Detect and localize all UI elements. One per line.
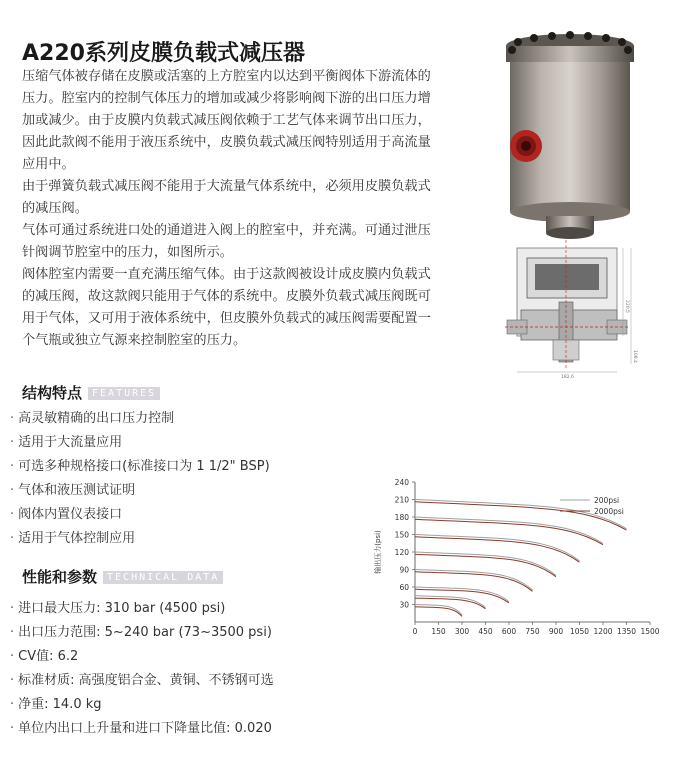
- list-item: · 适用于大流量应用: [10, 435, 123, 450]
- intro-paragraph: 阀体腔室内需要一直充满压缩气体。由于这款阀被设计成皮膜内负载式的减压阀，故这款阀只能用于气体的系统中。皮膜外负载式减压阀既可用于气体，又可用于液体系统中，但皮膜外负载式的减压阀需要配置一个气瓶或独立气源来控制腔室的压力。: [22, 267, 431, 348]
- list-item: · 可选多种规格接口(标准接口为 1 1/2" BSP): [10, 459, 270, 474]
- series-2000psi-line: [415, 554, 556, 576]
- dim-lower-label: 108.4: [632, 350, 637, 363]
- spec-text: 出口压力范围: 5~240 bar (73~3500 psi): [18, 625, 272, 640]
- y-tick-label: 150: [394, 530, 409, 540]
- y-tick-label: 30: [399, 600, 409, 610]
- specs-heading: [22, 566, 223, 587]
- spec-text: 净重: 14.0 kg: [18, 697, 102, 712]
- y-tick-label: 120: [394, 548, 409, 557]
- y-tick-label: 240: [394, 478, 409, 487]
- feature-text: 适用于气体控制应用: [18, 531, 136, 546]
- x-tick-label: 1350: [616, 627, 637, 636]
- list-item: · CV值: 6.2: [10, 649, 79, 664]
- list-item: · 净重: 14.0 kg: [10, 697, 102, 712]
- feature-text: 气体和液压测试证明: [18, 483, 136, 498]
- legend-label-200psi: 200psi: [594, 496, 620, 505]
- x-tick-label: 1050: [569, 627, 590, 636]
- spec-text: CV值: 6.2: [18, 649, 79, 664]
- features-heading-en: FEATURES: [88, 387, 160, 400]
- list-item: · 进口最大压力: 310 bar (4500 psi): [10, 601, 226, 616]
- spec-text: 进口最大压力: 310 bar (4500 psi): [18, 601, 226, 616]
- y-tick-label: 210: [394, 495, 409, 505]
- series-200psi-line: [415, 587, 509, 602]
- list-item: · 标准材质: 高强度铝合金、黄铜、不锈钢可选: [10, 673, 274, 688]
- specs-heading-text: 性能和参数: [22, 568, 98, 586]
- x-tick-label: 300: [454, 627, 470, 636]
- x-tick-label: 150: [431, 627, 446, 636]
- series-200psi-line: [415, 605, 462, 616]
- cross-section-drawing: [505, 240, 645, 380]
- list-item: · 气体和液压测试证明: [10, 483, 136, 498]
- y-axis-label: 输出压力(psi): [374, 530, 382, 574]
- list-item: · 高灵敏精确的出口压力控制: [10, 411, 175, 426]
- x-tick-label: 750: [525, 627, 540, 636]
- features-heading: [22, 382, 160, 403]
- series-2000psi-line: [415, 607, 462, 617]
- x-tick-label: 1500: [640, 627, 660, 636]
- y-tick-label: 90: [399, 565, 409, 575]
- list-item: · 出口压力范围: 5~240 bar (73~3500 psi): [10, 625, 272, 640]
- spec-text: 标准材质: 高强度铝合金、黄铜、不锈钢可选: [18, 673, 274, 688]
- intro-paragraph: 由于弹簧负载式减压阀不能用于大流量气体系统中，必须用皮膜负载式的减压阀。: [22, 179, 431, 216]
- series-200psi-line: [415, 535, 580, 561]
- list-item: · 适用于气体控制应用: [10, 531, 136, 546]
- x-tick-label: 450: [478, 627, 493, 636]
- intro-text: [22, 66, 442, 352]
- intro-paragraph: 气体可通过系统进口处的通道进入阀上的腔室中，并充满。可通过泄压针阀调节腔室中的压力，如图所示。: [22, 223, 431, 260]
- feature-text: 可选多种规格接口(标准接口为 1 1/2" BSP): [18, 459, 270, 474]
- x-tick-label: 1200: [593, 627, 613, 636]
- series-2000psi-line: [415, 572, 533, 592]
- features-list: [10, 407, 270, 551]
- legend-label-2000psi: 2000psi: [594, 507, 624, 516]
- features-heading-text: 结构特点: [22, 384, 83, 402]
- intro-paragraph: 压缩气体被存储在皮膜或活塞的上方腔室内以达到平衡阀体下游流体的压力。腔室内的控制气体压力的增加或减少将影响阀下游的出口压力增加或减少。由于皮膜内负载式减压阀依赖于工艺气体来调节出口压力，因此此款阀不能用于液压系统中，皮膜负载式减压阀特别适用于高流量应用中。: [22, 69, 431, 172]
- specs-heading-en: TECHNICAL DATA: [103, 571, 223, 584]
- x-tick-label: 900: [548, 627, 564, 636]
- page-title: A220系列皮膜负载式减压器: [22, 41, 305, 66]
- dim-height-label: 220.5: [624, 300, 629, 313]
- y-tick-label: 60: [399, 583, 409, 592]
- dim-width-label: 182.6: [561, 375, 574, 380]
- specs-list: [10, 597, 274, 741]
- feature-text: 高灵敏精确的出口压力控制: [18, 411, 175, 426]
- product-photo: [490, 28, 650, 243]
- feature-text: 阀体内置仪表接口: [18, 507, 123, 522]
- feature-text: 适用于大流量应用: [18, 435, 123, 450]
- spec-text: 单位内出口上升量和进口下降量比值: 0.020: [18, 721, 272, 736]
- y-tick-label: 180: [394, 513, 409, 522]
- x-tick-label: 0: [412, 627, 418, 636]
- list-item: · 单位内出口上升量和进口下降量比值: 0.020: [10, 721, 272, 736]
- series-200psi-line: [415, 596, 486, 608]
- list-item: · 阀体内置仪表接口: [10, 507, 123, 522]
- flow-chart: [370, 470, 670, 645]
- x-tick-label: 600: [501, 627, 517, 636]
